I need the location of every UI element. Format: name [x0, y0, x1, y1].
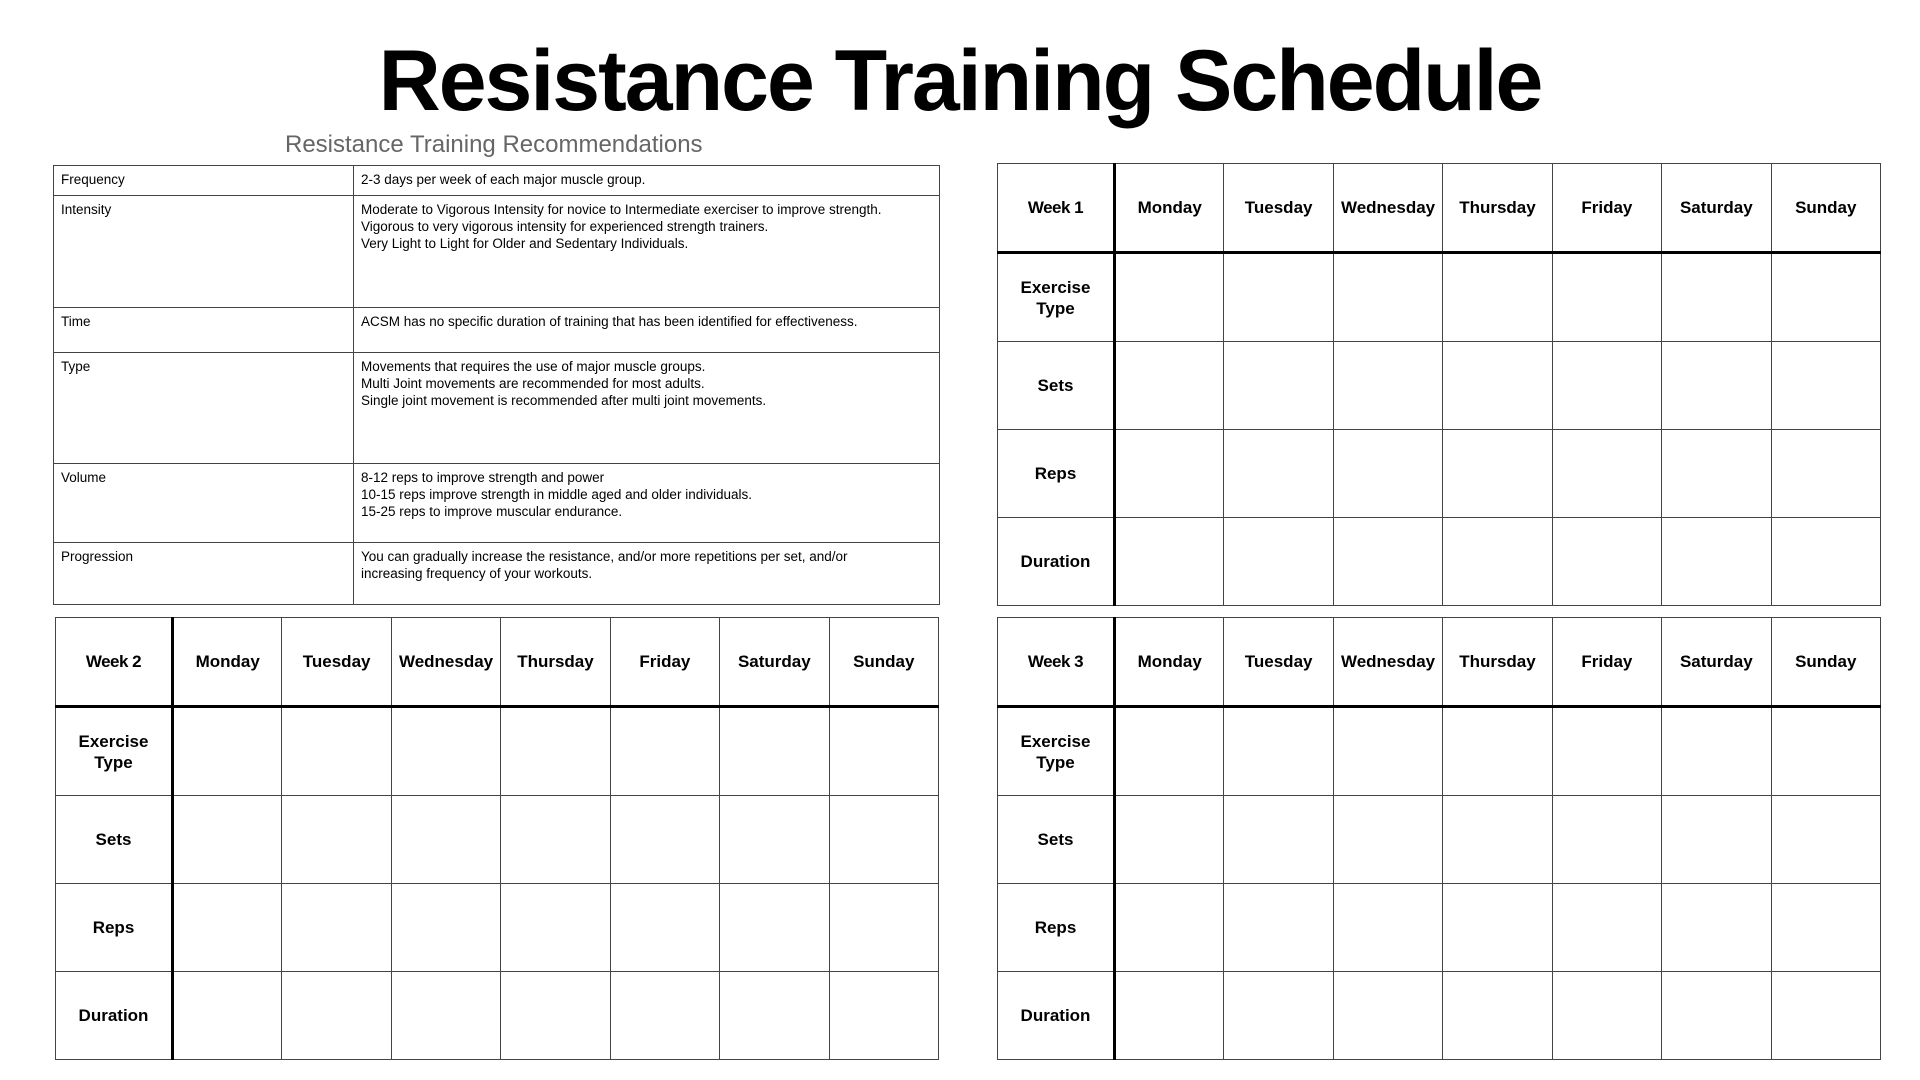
- schedule-cell[interactable]: [282, 796, 391, 884]
- recommendation-line: Moderate to Vigorous Intensity for novice to Intermediate exerciser to improve strength.: [361, 202, 882, 218]
- schedule-row: [998, 707, 1881, 796]
- schedule-cell[interactable]: [610, 884, 719, 972]
- recommendation-value: [354, 542, 940, 604]
- recommendation-line: Single joint movement is recommended after multi joint movements.: [361, 392, 767, 408]
- schedule-cell[interactable]: [829, 972, 938, 1060]
- recommendation-line: ACSM has no specific duration of training that has been identified for effectiveness.: [361, 313, 858, 329]
- schedule-cell[interactable]: [610, 796, 719, 884]
- recommendation-value: [354, 196, 940, 308]
- day-header: Thursday: [1443, 164, 1552, 253]
- week-1-table: [997, 163, 1881, 606]
- schedule-cell[interactable]: [1115, 884, 1224, 972]
- day-header: Friday: [1552, 618, 1661, 707]
- week-header-row: [998, 618, 1881, 707]
- row-label-line: Sets: [1037, 376, 1074, 395]
- recommendation-line: 8-12 reps to improve strength and power: [361, 470, 605, 486]
- schedule-cell[interactable]: [282, 707, 391, 796]
- schedule-cell[interactable]: [720, 707, 829, 796]
- recommendation-value: [354, 464, 940, 542]
- row-label: [56, 972, 173, 1060]
- schedule-cell[interactable]: [1224, 972, 1333, 1060]
- schedule-cell[interactable]: [1224, 253, 1333, 342]
- schedule-cell[interactable]: [1771, 342, 1880, 430]
- schedule-cell[interactable]: [173, 972, 282, 1060]
- recommendation-label: Type: [54, 352, 354, 464]
- schedule-cell[interactable]: [1662, 796, 1771, 884]
- schedule-cell[interactable]: [1443, 884, 1552, 972]
- row-label: [56, 884, 173, 972]
- schedule-cell[interactable]: [1771, 884, 1880, 972]
- schedule-row: [56, 972, 939, 1060]
- recommendation-label: Volume: [54, 464, 354, 542]
- row-label: [998, 518, 1115, 606]
- page-title: Resistance Training Schedule: [378, 33, 1542, 129]
- recommendation-label: Progression: [54, 542, 354, 604]
- schedule-cell[interactable]: [1443, 342, 1552, 430]
- schedule-cell[interactable]: [1662, 430, 1771, 518]
- schedule-cell[interactable]: [1552, 707, 1661, 796]
- schedule-cell[interactable]: [1115, 707, 1224, 796]
- day-header: Thursday: [1443, 618, 1552, 707]
- recommendations-title: Resistance Training Recommendations: [285, 131, 703, 158]
- row-label: [998, 707, 1115, 796]
- schedule-cell[interactable]: [1443, 430, 1552, 518]
- week-label: Week 3: [998, 618, 1115, 707]
- row-label-line: Type: [1036, 752, 1075, 772]
- schedule-cell[interactable]: [501, 707, 610, 796]
- schedule-row: [998, 518, 1881, 606]
- day-header: Saturday: [1662, 164, 1771, 253]
- recommendation-label: Intensity: [54, 196, 354, 308]
- schedule-cell[interactable]: [1771, 253, 1880, 342]
- schedule-cell[interactable]: [1662, 707, 1771, 796]
- schedule-cell[interactable]: [1552, 430, 1661, 518]
- week-label: Week 1: [998, 164, 1115, 253]
- schedule-cell[interactable]: [1771, 972, 1880, 1060]
- day-header: Sunday: [829, 618, 938, 707]
- schedule-row: [56, 884, 939, 972]
- schedule-cell[interactable]: [829, 707, 938, 796]
- recommendation-row: [54, 166, 940, 196]
- schedule-cell[interactable]: [1333, 253, 1442, 342]
- schedule-row: [998, 253, 1881, 342]
- schedule-cell[interactable]: [1115, 253, 1224, 342]
- row-label-line: Sets: [95, 830, 132, 849]
- schedule-cell[interactable]: [720, 972, 829, 1060]
- row-label: [998, 430, 1115, 518]
- schedule-cell[interactable]: [282, 972, 391, 1060]
- day-header: Saturday: [720, 618, 829, 707]
- schedule-cell[interactable]: [829, 796, 938, 884]
- schedule-cell[interactable]: [1333, 518, 1442, 606]
- row-label-line: Sets: [1037, 830, 1074, 849]
- recommendation-row: [54, 542, 940, 604]
- schedule-cell[interactable]: [1333, 342, 1442, 430]
- day-header: Friday: [610, 618, 719, 707]
- row-label-line: Exercise: [78, 731, 149, 751]
- schedule-cell[interactable]: [1552, 253, 1661, 342]
- schedule-cell[interactable]: [1771, 707, 1880, 796]
- recommendation-value: [354, 352, 940, 464]
- row-label-line: Reps: [1034, 918, 1077, 937]
- recommendation-line: Vigorous to very vigorous intensity for experienced strength trainers.: [361, 219, 769, 235]
- schedule-cell[interactable]: [1115, 518, 1224, 606]
- schedule-row: [998, 884, 1881, 972]
- recommendation-row: [54, 196, 940, 308]
- recommendation-line: Multi Joint movements are recommended for most adults.: [361, 375, 705, 391]
- row-label: [998, 253, 1115, 342]
- recommendation-row: [54, 352, 940, 464]
- week-header-row: [998, 164, 1881, 253]
- schedule-cell[interactable]: [1333, 430, 1442, 518]
- row-label: [998, 342, 1115, 430]
- day-header: Monday: [173, 618, 282, 707]
- row-label-line: Duration: [1020, 552, 1091, 571]
- row-label-line: Duration: [1020, 1006, 1091, 1025]
- schedule-cell[interactable]: [1443, 796, 1552, 884]
- row-label-line: Type: [94, 752, 133, 772]
- schedule-cell[interactable]: [720, 796, 829, 884]
- schedule-row: [998, 430, 1881, 518]
- recommendation-line: 15-25 reps to improve muscular endurance.: [361, 504, 623, 520]
- schedule-cell[interactable]: [173, 796, 282, 884]
- schedule-cell[interactable]: [1224, 342, 1333, 430]
- day-header: Sunday: [1771, 618, 1880, 707]
- schedule-cell[interactable]: [1771, 430, 1880, 518]
- recommendation-row: [54, 464, 940, 542]
- row-label: [56, 707, 173, 796]
- day-header: Tuesday: [282, 618, 391, 707]
- week-2-table: [55, 617, 939, 1060]
- week-label: Week 2: [56, 618, 173, 707]
- recommendation-value: [354, 307, 940, 352]
- row-label: [998, 884, 1115, 972]
- week-3-table: [997, 617, 1881, 1060]
- schedule-row: [998, 972, 1881, 1060]
- row-label-line: Reps: [1034, 464, 1077, 483]
- schedule-row: [56, 796, 939, 884]
- recommendation-line: increasing frequency of your workouts.: [361, 565, 593, 581]
- schedule-cell[interactable]: [1224, 707, 1333, 796]
- row-label-line: Exercise: [1020, 731, 1091, 751]
- recommendation-label: Frequency: [54, 166, 354, 196]
- day-header: Wednesday: [1333, 618, 1442, 707]
- day-header: Friday: [1552, 164, 1661, 253]
- week-header-row: [56, 618, 939, 707]
- schedule-cell[interactable]: [1552, 518, 1661, 606]
- row-label-line: Reps: [92, 918, 135, 937]
- schedule-cell[interactable]: [391, 884, 500, 972]
- schedule-cell[interactable]: [1115, 796, 1224, 884]
- schedule-cell[interactable]: [1771, 796, 1880, 884]
- schedule-cell[interactable]: [1662, 342, 1771, 430]
- schedule-cell[interactable]: [1443, 972, 1552, 1060]
- recommendation-line: You can gradually increase the resistance, and/or more repetitions per set, and/or: [361, 548, 848, 564]
- day-header: Thursday: [501, 618, 610, 707]
- recommendation-line: 2-3 days per week of each major muscle group.: [361, 172, 646, 187]
- schedule-cell[interactable]: [610, 707, 719, 796]
- recommendation-label: Time: [54, 307, 354, 352]
- schedule-cell[interactable]: [1662, 972, 1771, 1060]
- schedule-row: [998, 342, 1881, 430]
- schedule-cell[interactable]: [1333, 972, 1442, 1060]
- schedule-cell[interactable]: [1333, 884, 1442, 972]
- schedule-cell[interactable]: [1443, 253, 1552, 342]
- recommendation-value: [354, 166, 940, 196]
- schedule-cell[interactable]: [1224, 796, 1333, 884]
- row-label: [998, 796, 1115, 884]
- schedule-row: [998, 796, 1881, 884]
- schedule-cell[interactable]: [391, 796, 500, 884]
- schedule-cell[interactable]: [391, 972, 500, 1060]
- day-header: Tuesday: [1224, 618, 1333, 707]
- schedule-cell[interactable]: [1333, 707, 1442, 796]
- schedule-cell[interactable]: [501, 796, 610, 884]
- schedule-cell[interactable]: [1224, 518, 1333, 606]
- schedule-cell[interactable]: [1552, 342, 1661, 430]
- day-header: Wednesday: [391, 618, 500, 707]
- schedule-cell[interactable]: [1115, 430, 1224, 518]
- recommendation-line: Very Light to Light for Older and Sedentary Individuals.: [361, 236, 689, 252]
- schedule-cell[interactable]: [1333, 796, 1442, 884]
- schedule-cell[interactable]: [501, 884, 610, 972]
- day-header: Sunday: [1771, 164, 1880, 253]
- schedule-cell[interactable]: [1443, 518, 1552, 606]
- schedule-cell[interactable]: [610, 972, 719, 1060]
- schedule-cell[interactable]: [1224, 884, 1333, 972]
- row-label: [56, 796, 173, 884]
- schedule-cell[interactable]: [173, 707, 282, 796]
- row-label-line: Exercise: [1020, 277, 1091, 297]
- schedule-cell[interactable]: [1552, 972, 1661, 1060]
- schedule-cell[interactable]: [1224, 430, 1333, 518]
- schedule-row: [56, 707, 939, 796]
- schedule-cell[interactable]: [1662, 253, 1771, 342]
- recommendations-table: [53, 165, 940, 605]
- recommendation-row: [54, 307, 940, 352]
- recommendation-line: 10-15 reps improve strength in middle aged and older individuals.: [361, 487, 752, 503]
- schedule-cell[interactable]: [1662, 884, 1771, 972]
- schedule-cell[interactable]: [1552, 796, 1661, 884]
- row-label: [998, 972, 1115, 1060]
- schedule-cell[interactable]: [282, 884, 391, 972]
- schedule-cell[interactable]: [720, 884, 829, 972]
- schedule-cell[interactable]: [1552, 884, 1661, 972]
- day-header: Monday: [1115, 618, 1224, 707]
- day-header: Tuesday: [1224, 164, 1333, 253]
- schedule-cell[interactable]: [173, 884, 282, 972]
- schedule-cell[interactable]: [501, 972, 610, 1060]
- schedule-cell[interactable]: [1115, 972, 1224, 1060]
- day-header: Saturday: [1662, 618, 1771, 707]
- schedule-cell[interactable]: [829, 884, 938, 972]
- row-label-line: Duration: [78, 1006, 149, 1025]
- schedule-cell[interactable]: [1443, 707, 1552, 796]
- schedule-cell[interactable]: [391, 707, 500, 796]
- day-header: Monday: [1115, 164, 1224, 253]
- schedule-cell[interactable]: [1771, 518, 1880, 606]
- schedule-cell[interactable]: [1115, 342, 1224, 430]
- schedule-cell[interactable]: [1662, 518, 1771, 606]
- row-label-line: Type: [1036, 298, 1075, 318]
- recommendation-line: Movements that requires the use of major muscle groups.: [361, 358, 706, 374]
- day-header: Wednesday: [1333, 164, 1442, 253]
